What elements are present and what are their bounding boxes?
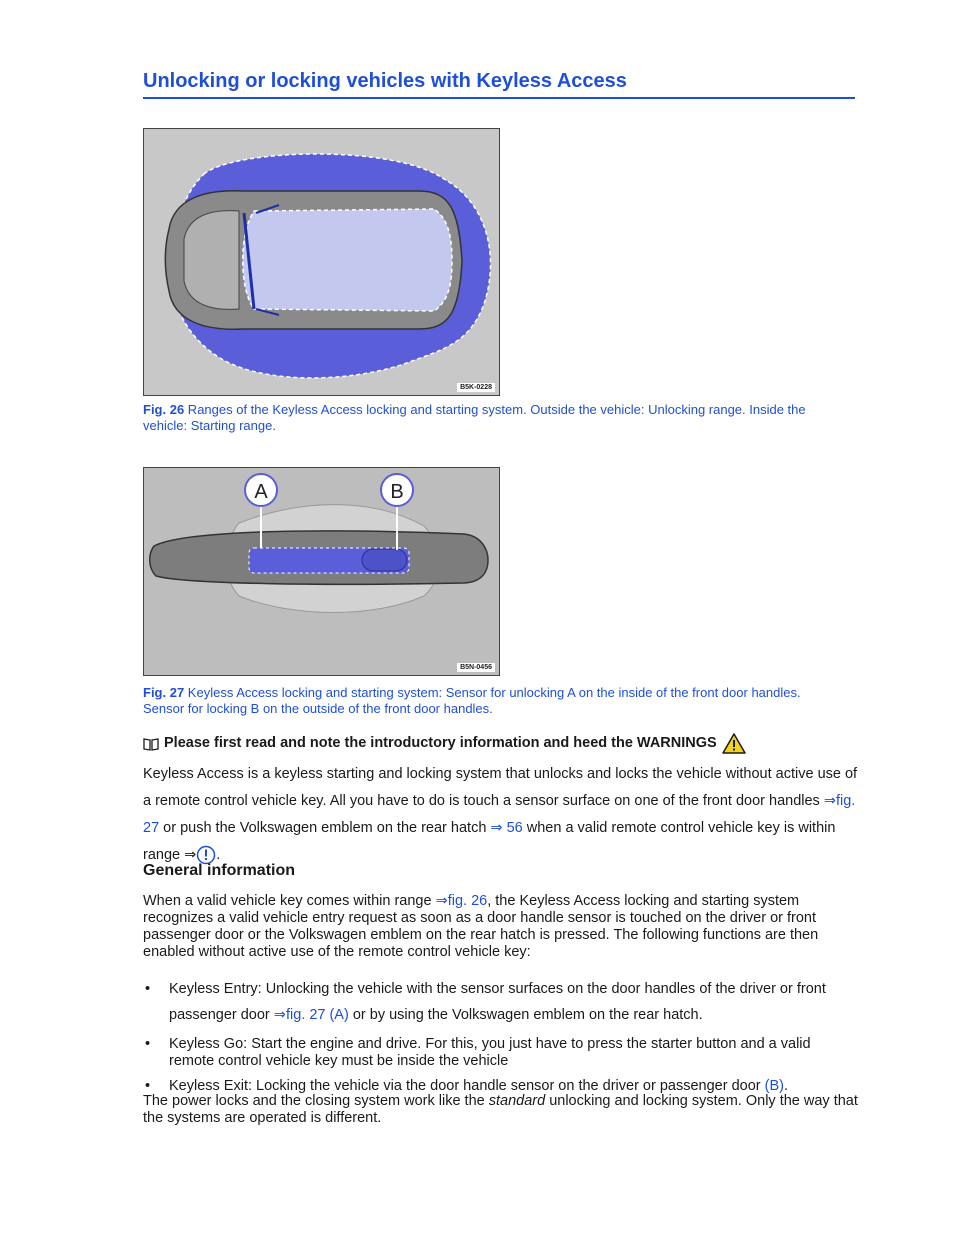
emphasis-standard: standard	[488, 1093, 546, 1109]
sensor-area-b	[362, 549, 407, 571]
bullet-symbol: •	[145, 1078, 151, 1094]
list-item	[143, 976, 858, 1028]
bullet-symbol: •	[145, 1036, 151, 1052]
text-run: , the Keyless Access locking and starting system recognizes a valid vehicle entry request as soon as a door handle sensor is touched on the driver or front passenger door or the Volkswagen emblem on the rear hatch is pressed. The following functions are then enabled without active use of the remote control vehicle key:	[143, 893, 819, 960]
text-run: Keyless Exit: Locking the vehicle via the door handle sensor on the driver or passenger door	[169, 1078, 765, 1094]
fig-26-link[interactable]: ⇒fig. 26	[435, 893, 488, 909]
text-run: Keyless Entry: Unlocking the vehicle with the sensor surfaces on the door handles of the driver or front passenger door	[169, 981, 826, 1023]
text-run: or push the Volkswagen emblem on the rear hatch	[159, 820, 491, 836]
function-list	[143, 976, 858, 1103]
list-item	[143, 1036, 858, 1070]
text-run: or by using the Volkswagen emblem on the rear hatch.	[348, 1007, 703, 1023]
paragraph-general	[143, 893, 858, 961]
text-run: Keyless Access is a keyless starting and locking system that unlocks and locks the vehicle without active use of a remote control vehicle key. All you have to do is touch a sensor surface on one of the front door handles	[143, 766, 858, 809]
bullet-symbol: •	[145, 981, 151, 997]
text-run: The power locks and the closing system work like the	[143, 1093, 489, 1109]
caption-text: Ranges of the Keyless Access locking and starting system. Outside the vehicle: Unlocking range. Inside the vehicle: Starting range.	[143, 402, 806, 433]
caption-text: Keyless Access locking and starting system: Sensor for unlocking A on the inside of the front door handles. Sensor for locking B on the outside of the front door handles.	[143, 685, 801, 716]
paragraph-intro	[143, 761, 858, 869]
fig-27-link[interactable]: ⇒fig. 27	[143, 793, 856, 836]
figure-keyless-ranges	[143, 128, 500, 396]
book-icon	[143, 737, 159, 751]
text-run: when a valid remote control vehicle key is within range ⇒	[143, 820, 836, 863]
marker-b: B	[390, 481, 404, 503]
figure-code: B5N-0456	[457, 663, 495, 672]
marker-a: A	[254, 481, 268, 503]
list-item-text: Keyless Go: Start the engine and drive. For this, you just have to press the starter button and a valid remote control vehicle key must be inside the vehicle	[169, 1036, 811, 1069]
figure-door-handle-sensors	[143, 467, 500, 676]
text-run: .	[784, 1078, 789, 1094]
figure-caption	[143, 402, 843, 434]
page-reference-link[interactable]: ⇒ 56	[490, 820, 523, 836]
figure-label: Fig. 27	[143, 685, 185, 700]
text-run: When a valid vehicle key comes within range	[143, 893, 436, 909]
warning-triangle-icon	[722, 733, 746, 754]
fig-27-a-link[interactable]: ⇒fig. 27 (A)	[273, 1007, 349, 1023]
figure-label: Fig. 26	[143, 402, 185, 417]
figure-caption	[143, 685, 843, 717]
paragraph-power-locks	[143, 1093, 858, 1127]
intro-notice	[143, 733, 858, 754]
door-handle-illustration	[144, 468, 499, 675]
keyless-range-illustration	[144, 129, 499, 395]
figure-code: B5K-0228	[457, 383, 495, 392]
intro-text: Please first read and note the introductory information and heed the WARNINGS	[164, 735, 717, 751]
section-heading: General information	[143, 862, 296, 879]
b-reference-link[interactable]: (B)	[764, 1078, 784, 1094]
car-top-view	[165, 191, 462, 329]
text-run: .	[216, 847, 221, 863]
page-title: Unlocking or locking vehicles with Keyless Access	[143, 70, 855, 99]
list-item-text	[169, 976, 858, 1028]
text-run: unlocking and locking system. Only the way that the systems are operated is different.	[143, 1093, 858, 1126]
